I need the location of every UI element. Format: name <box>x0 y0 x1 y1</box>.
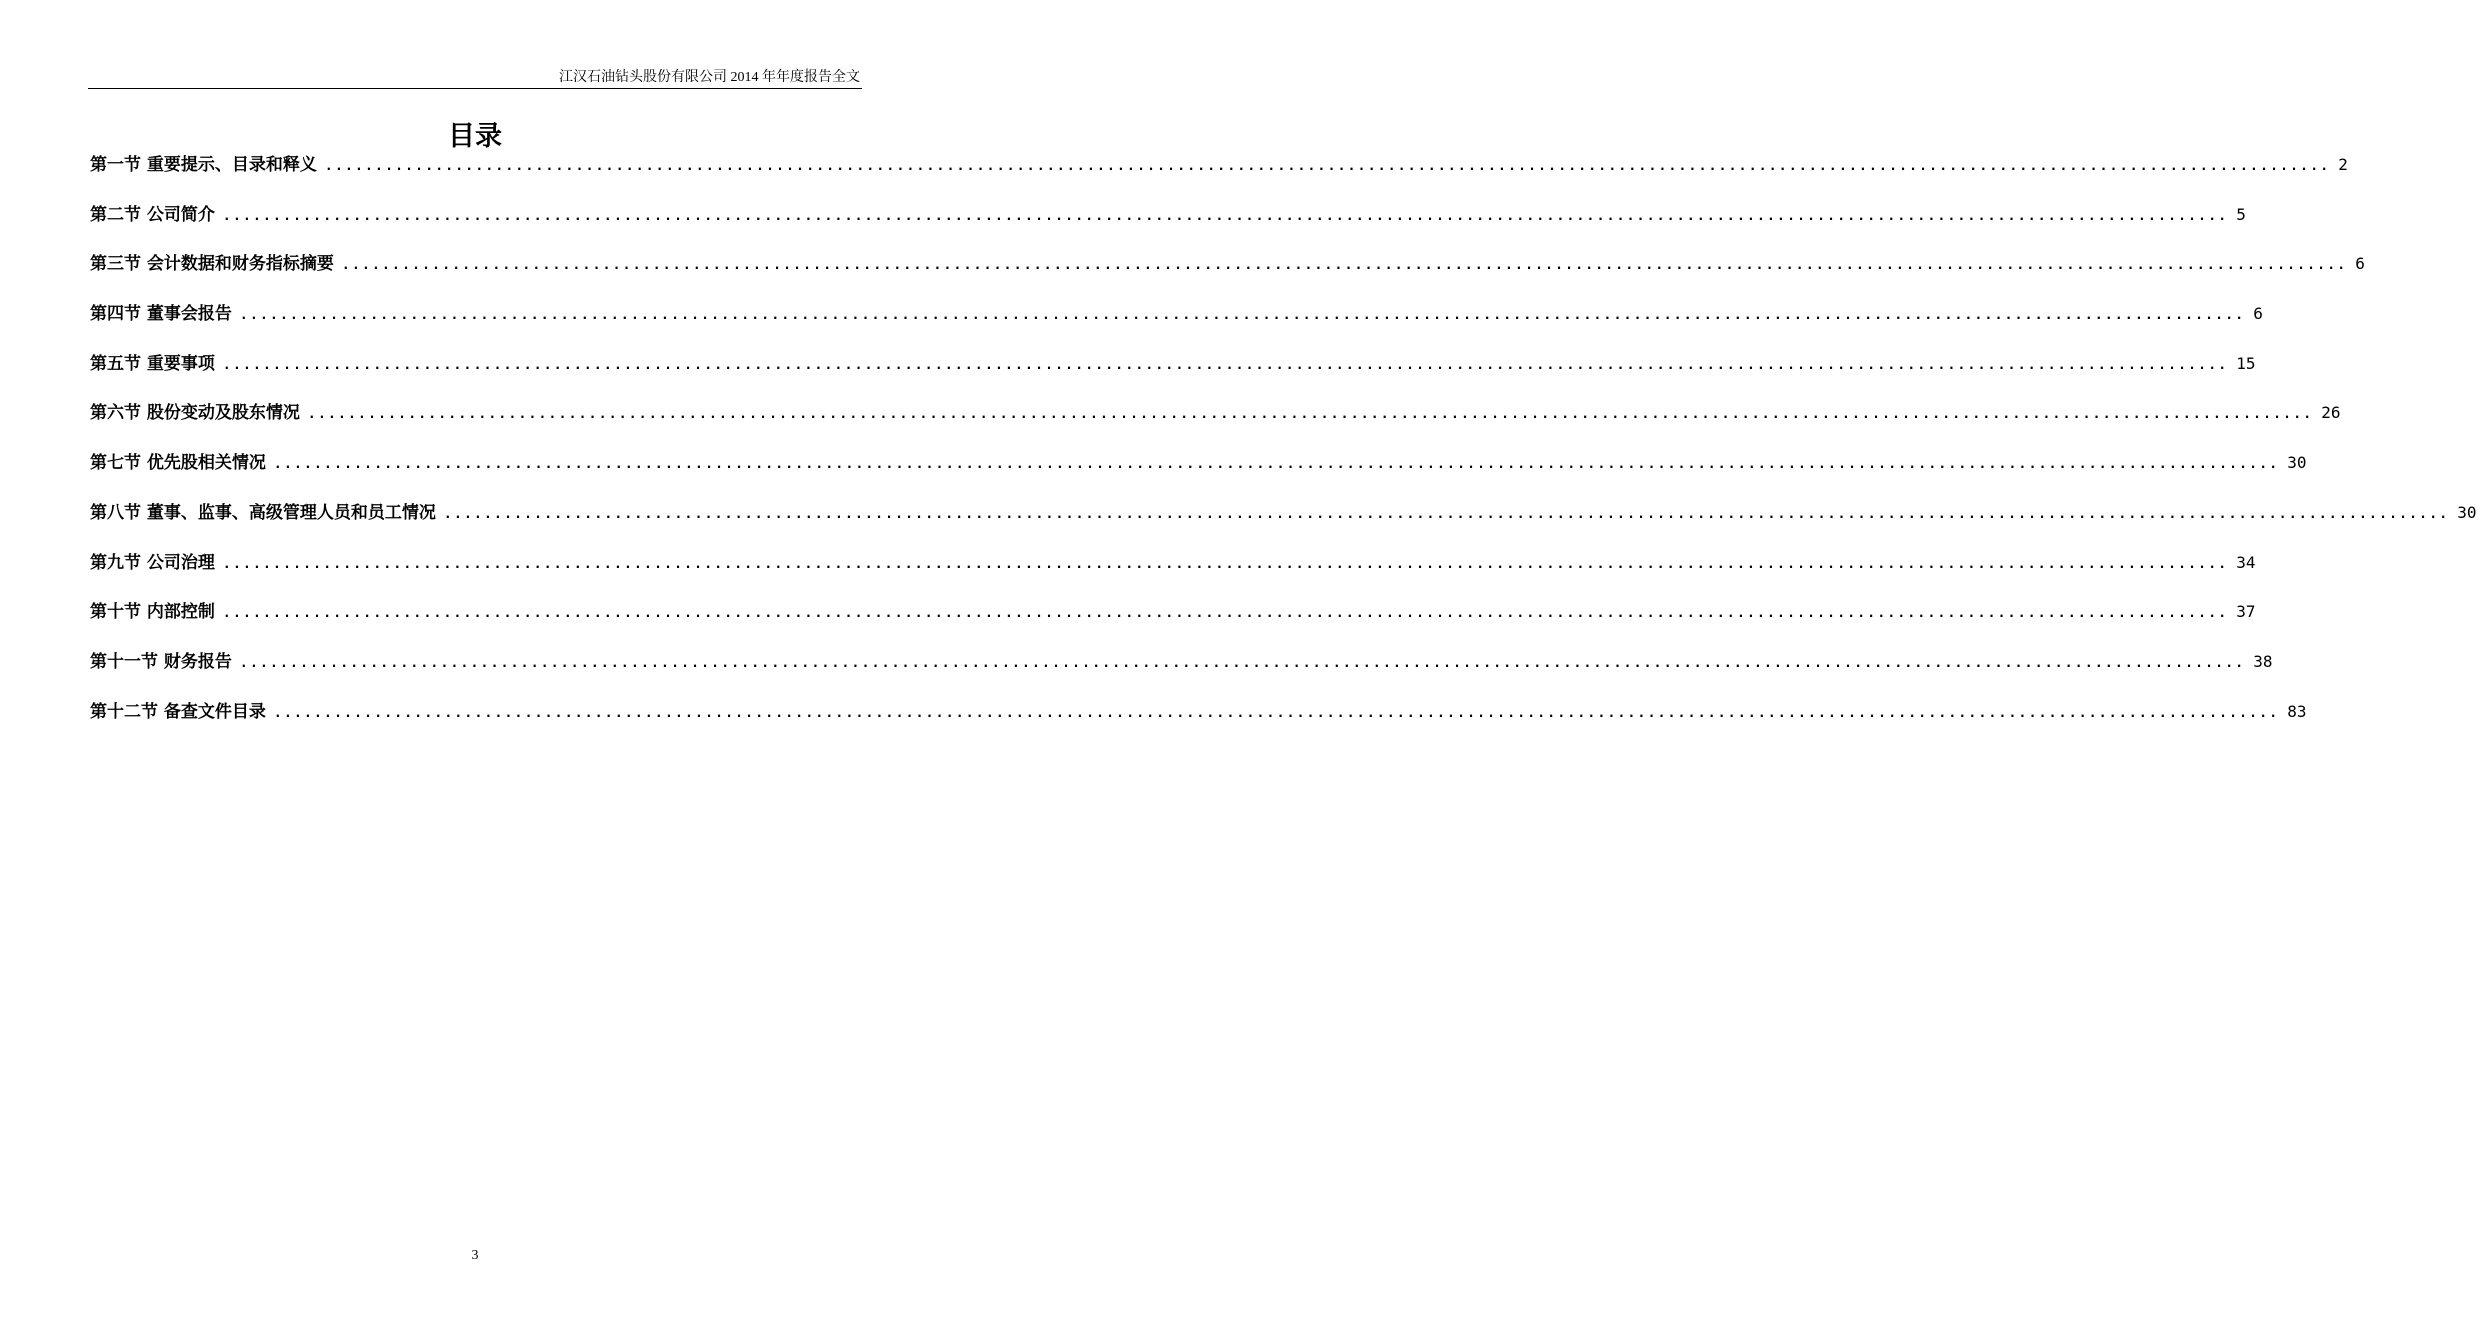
toc-leader-dots: ........................................................................................................................................................................................................ <box>273 705 2280 721</box>
toc-entry-page: 38 <box>2253 651 2273 671</box>
toc-entry[interactable] <box>90 697 2307 747</box>
toc-leader-dots: ........................................................................................................................................................................................................ <box>443 506 2450 522</box>
toc-entry[interactable] <box>90 200 2246 250</box>
toc-entry-label: 第十节 内部控制 <box>90 602 215 623</box>
toc-entry-page: 30 <box>2457 502 2477 522</box>
toc-entry-label: 第二节 公司简介 <box>90 204 215 225</box>
toc-entry-label: 第四节 董事会报告 <box>90 304 232 325</box>
toc-entry-page: 37 <box>2236 602 2256 622</box>
toc-entry-label: 第七节 优先股相关情况 <box>90 453 266 474</box>
toc-entry-page: 26 <box>2321 403 2341 423</box>
toc-entry-page: 30 <box>2287 453 2307 473</box>
toc-entry[interactable] <box>90 398 2341 448</box>
toc-entry[interactable] <box>90 249 2365 299</box>
toc-entry-page: 2 <box>2338 155 2348 174</box>
toc-entry-label: 第八节 董事、监事、高级管理人员和员工情况 <box>90 502 436 523</box>
toc-entry-label: 第十一节 财务报告 <box>90 651 232 672</box>
toc-leader-dots: ........................................................................................................................................................................................................ <box>341 258 2348 274</box>
toc-entry[interactable] <box>90 150 2348 200</box>
page-title: 目录 <box>448 121 502 152</box>
toc-entry[interactable] <box>90 597 2256 647</box>
toc-leader-dots: ........................................................................................................................................................................................................ <box>324 159 2331 174</box>
toc-leader-dots: ........................................................................................................................................................................................................ <box>222 357 2229 373</box>
toc-entry[interactable] <box>90 548 2256 598</box>
toc-entry-page: 5 <box>2236 204 2246 224</box>
toc-leader-dots: ........................................................................................................................................................................................................ <box>273 457 2280 473</box>
toc-leader-dots: ........................................................................................................................................................................................................ <box>239 655 2246 671</box>
toc-entry-label: 第十二节 备查文件目录 <box>90 701 266 722</box>
toc-entry-page: 34 <box>2236 552 2256 572</box>
toc-entry-page: 6 <box>2253 304 2263 324</box>
toc-leader-dots: ........................................................................................................................................................................................................ <box>307 407 2314 423</box>
toc-entry-page: 15 <box>2236 353 2256 373</box>
toc-entry[interactable] <box>90 299 2263 349</box>
toc-leader-dots: ........................................................................................................................................................................................................ <box>239 308 2246 324</box>
toc-leader-dots: ........................................................................................................................................................................................................ <box>222 208 2229 224</box>
toc-entry[interactable] <box>90 448 2307 498</box>
header-rule <box>88 88 862 89</box>
page-number: 3 <box>471 1248 479 1263</box>
page-header: 江汉石油钻头股份有限公司 2014 年年度报告全文 <box>559 70 860 85</box>
toc-entry-label: 第六节 股份变动及股东情况 <box>90 403 300 424</box>
toc-entry-page: 6 <box>2355 254 2365 274</box>
table-of-contents <box>90 150 2477 746</box>
toc-entry[interactable] <box>90 647 2273 697</box>
toc-leader-dots: ........................................................................................................................................................................................................ <box>222 556 2229 572</box>
toc-entry-page: 83 <box>2287 701 2307 721</box>
toc-entry-label: 第一节 重要提示、目录和释义 <box>90 155 317 175</box>
toc-entry[interactable] <box>90 349 2256 399</box>
toc-entry-label: 第九节 公司治理 <box>90 552 215 573</box>
toc-entry[interactable] <box>90 498 2477 548</box>
toc-leader-dots: ........................................................................................................................................................................................................ <box>222 606 2229 622</box>
toc-entry-label: 第五节 重要事项 <box>90 353 215 374</box>
toc-entry-label: 第三节 会计数据和财务指标摘要 <box>90 254 334 275</box>
